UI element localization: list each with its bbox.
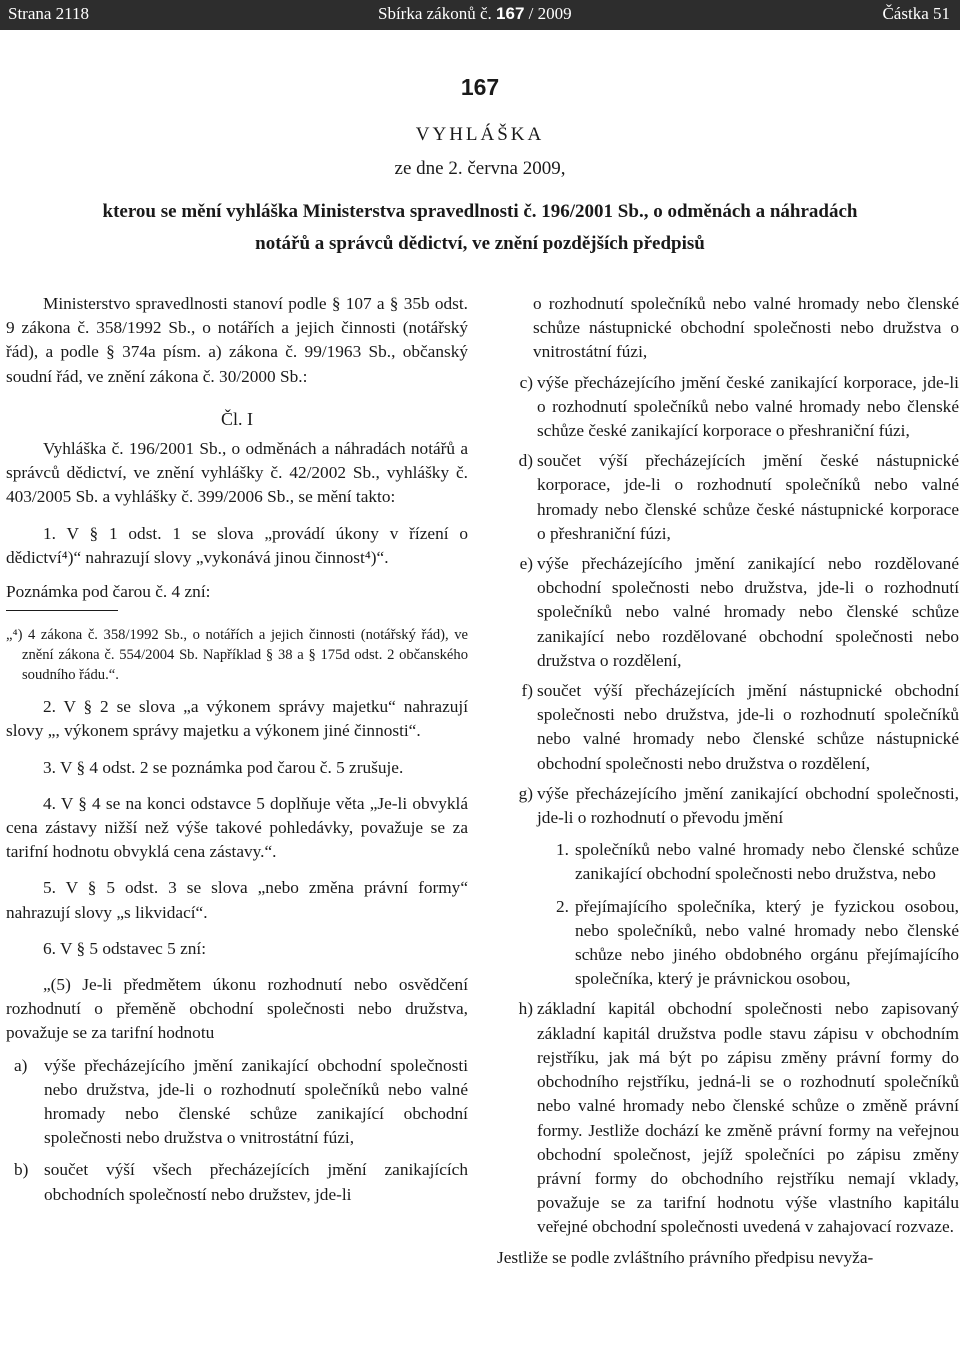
document-number: 167 xyxy=(460,74,500,100)
point-5: 5. V § 5 odst. 3 se slova „nebo změna právní formy“ nahrazují slovy „s likvidací“. xyxy=(6,878,468,922)
sub-item: 2. přejímajícího společníka, který je fyzickou osobou, nebo společníků, nebo valné hromady nebo členské schůze nebo jiného obdobného orgánu přejímajícího společníka, který je právnickou osobou, xyxy=(556,896,959,989)
point-6: 6. V § 5 odstavec 5 zní: xyxy=(43,938,207,958)
closing-text: Jestliže se podle zvláštního právního předpisu nevyža- xyxy=(497,1247,874,1267)
document-type: VYHLÁŠKA xyxy=(415,124,545,145)
article-intro: Vyhláška č. 196/2001 Sb., o odměnách a náhradách notářů a správců dědictví, ve znění vyhlášky č. 42/2002 Sb., vyhlášky č. 403/2005 Sb. a vyhlášky č. 399/2006 Sb., se mění takto: xyxy=(6,439,468,507)
preamble: Ministerstvo spravedlnosti stanoví podle § 107 a § 35b odst. 9 zákona č. 358/1992 Sb., o notářích a jejich činnosti (notářský řád), a podle § 374a písm. a) zákona č. 99/1963 Sb., občanský soudní řád, ve znění zákona č. 30/2000 Sb.: xyxy=(6,294,468,386)
point-3: 3. V § 4 odst. 2 se poznámka pod čarou č. 5 zrušuje. xyxy=(43,757,404,777)
list-item: g) výše přecházejícího jmění zanikající obchodní společnosti, jde-li o rozhodnutí o převodu jmění xyxy=(518,783,959,828)
document-subtitle: kterou se mění vyhláška Ministerstva spravedlnosti č. 196/2001 Sb., o odměnách a náhradách notářů a správců dědictví, ve znění pozdějších předpisů xyxy=(102,201,858,254)
footnote-heading: Poznámka pod čarou č. 4 zní: xyxy=(6,582,211,602)
page-header xyxy=(0,0,960,30)
footnote: „⁴) 4 zákona č. 358/1992 Sb., o notářích a jejich činnosti (notářský řád), ve znění zákona č. 554/2004 Sb. Například § 38 a § 175d odst. 2 občanského soudního řádu.“. xyxy=(6,627,468,684)
list-item: a) výše přecházejícího jmění zanikající obchodní společnosti nebo družstva, jde-li o rozhodnutí společníků nebo valné hromady nebo členské schůze zanikající obchodní společnosti nebo družstva o vnitrostátní fúzi, xyxy=(14,1055,468,1148)
list-item: h) základní kapitál obchodní společnosti nebo zapisovaný základní kapitál družstva podle stavu zápisu v obchodním rejstříku, jak má být po zápisu změny právní formy do obchodního rejstříku, jedná-li se o rozhodnutí společníků nebo valné hromady nebo členské schůze o změně právní formy. Jestliže dochází ke změně právní formy na veřejnou obchodní společnost, jejíž společníci po zápisu změny právní formy do obchodního rejstříku nemají vklady, považuje se za tarifní hodnotu výše vlastního kapitálu veřejné obchodní společnosti uvedená v zahajovací rozvaze. xyxy=(518,999,959,1237)
list-item: e) výše přecházejícího jmění zanikající nebo rozdělované obchodní společnosti nebo družstva, jde-li o rozhodnutí společníků nebo valné hromady nebo členské schůze zanikající nebo rozdělované obchodní společnosti nebo družstva o rozdělení, xyxy=(519,554,959,670)
article-heading: Čl. I xyxy=(220,408,253,429)
page-number: Strana 2118 xyxy=(8,4,90,23)
quote-intro: „(5) Je-li předmětem úkonu rozhodnutí nebo osvědčení rozhodnutí o přeměně obchodní společnosti nebo družstva, považuje se za tarifní hodnotu xyxy=(6,975,468,1043)
issue-number: Částka 51 xyxy=(882,4,950,23)
point-2: 2. V § 2 se slova „a výkonem správy majetku“ nahrazují slovy „, výkonem správy majetku a výkonem jiné činnosti“. xyxy=(6,697,468,741)
sub-item: 1. společníků nebo valné hromady nebo členské schůze zanikající obchodní společnosti nebo družstva, nebo xyxy=(556,840,959,884)
point-4: 4. V § 4 se na konci odstavce 5 doplňuje věta „Je-li obvyklá cena zástavy nižší než výše takové pohledávky, považuje se za tarifní hodnotu obvyklá cena zástavy.“. xyxy=(6,793,468,862)
collection-reference: Sbírka zákonů č. 167 / 2009 xyxy=(378,4,572,23)
point-1: 1. V § 1 odst. 1 se slova „provádí úkony v řízení o dědictví⁴)“ nahrazují slovy „vykonává jinou činnost⁴)“. xyxy=(6,523,468,567)
list-item: b) součet výší všech přecházejících jmění zanikajících obchodních společností nebo družstev, jde-li xyxy=(14,1160,468,1204)
list-item: c) výše přecházejícího jmění české zanikající korporace, jde-li o rozhodnutí společníků nebo valné hromady nebo členské schůze české zanikající korporace o přeshraniční fúzi, xyxy=(519,372,959,441)
document-date: ze dne 2. června 2009, xyxy=(394,158,566,179)
list-item: d) součet výší přecházejících jmění české nástupnické korporace, jde-li o rozhodnutí společníků nebo valné hromady nebo členské schůze české nástupnické korporace o přeshraniční fúzi, xyxy=(518,451,959,543)
list-item: f) součet výší přecházejících jmění nástupnické obchodní společnosti nebo družstva, jde-li o rozhodnutí společníků nebo valné hromady nebo členské schůze nástupnické obchodní společnosti nebo družstva o rozdělení, xyxy=(521,681,959,773)
right-column xyxy=(497,292,959,1270)
left-column xyxy=(6,292,468,1207)
continued-text: o rozhodnutí společníků nebo valné hromady nebo členské schůze nástupnické obchodní společnosti nebo družstva o vnitrostátní fúzi, xyxy=(533,294,959,362)
footnote-separator xyxy=(6,610,118,611)
